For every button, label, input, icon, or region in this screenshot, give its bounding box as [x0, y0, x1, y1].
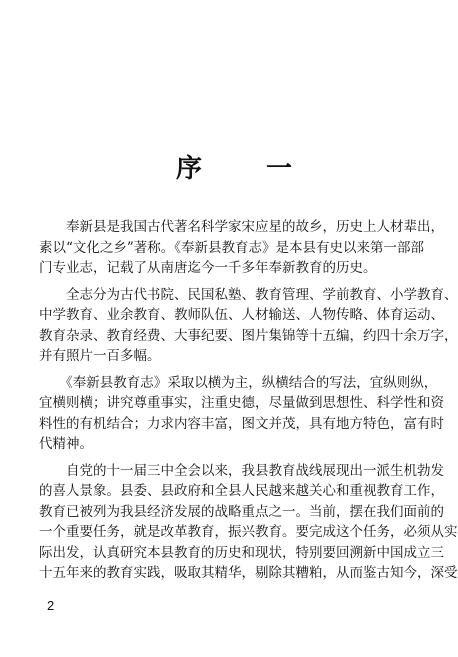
text-line: 一个重要任务，就是改革教育，振兴教育。要完成这个任务，必须从实	[39, 524, 458, 540]
text-line: 教育已被列为我县经济发展的战略重点之一。当前，摆在我们面前的	[39, 503, 444, 520]
text-line: 《奉新县教育志》采取以横为主，纵横结合的写法，宜纵则纵，	[39, 374, 438, 391]
text-line: 门专业志，记载了从南唐迄今一千多年奉新教育的历史。	[39, 260, 377, 276]
text-line: 中学教育、业余教育、教师队伍、人材输送、人物传略、体育运动、	[39, 307, 444, 323]
text-line: 的喜人景象。县委、县政府和全县人民越来越关心和重视教育工作，	[39, 483, 444, 499]
text-line: 素以“文化之乡”著称。《奉新县教育志》是本县有史以来第一部部	[39, 239, 425, 256]
text-line: 宜横则横；讲究尊重事实，注重史德，尽量做到思想性、科学性和资	[39, 395, 444, 411]
text-line: 际出发，认真研究本县教育的历史和现状，特别要回溯新中国成立三	[39, 544, 444, 561]
paragraph	[39, 373, 444, 455]
paragraph	[39, 217, 444, 279]
text-line: 全志分为古代书院、民国私塾、教育管理、学前教育、小学教育、	[39, 286, 458, 303]
body-text	[39, 217, 458, 590]
text-line: 自党的十一届三中全会以来，我县教育战线展现出一派生机勃发	[39, 462, 444, 479]
text-line: 十五年来的教育实践，吸取其精华，剔除其糟粕，从而鉴古知今，深受	[39, 565, 458, 581]
text-line: 奉新县是我国古代著名科学家宋应星的故乡，历史上人材辈出，	[39, 219, 444, 235]
page-number: 2	[47, 598, 55, 613]
text-line: 教育杂录、教育经费、大事纪要、图片集锦等十五编，约四十余万字，	[39, 327, 458, 344]
paragraph	[39, 461, 458, 584]
text-line: 并有照片一百多幅。	[39, 348, 161, 364]
text-line: 代精神。	[39, 436, 93, 452]
paragraph	[39, 285, 458, 367]
text-line: 料性的有机结合；力求内容丰富，图文并茂，具有地方特色，富有时	[39, 415, 444, 432]
page-title: 序 一	[176, 154, 297, 184]
